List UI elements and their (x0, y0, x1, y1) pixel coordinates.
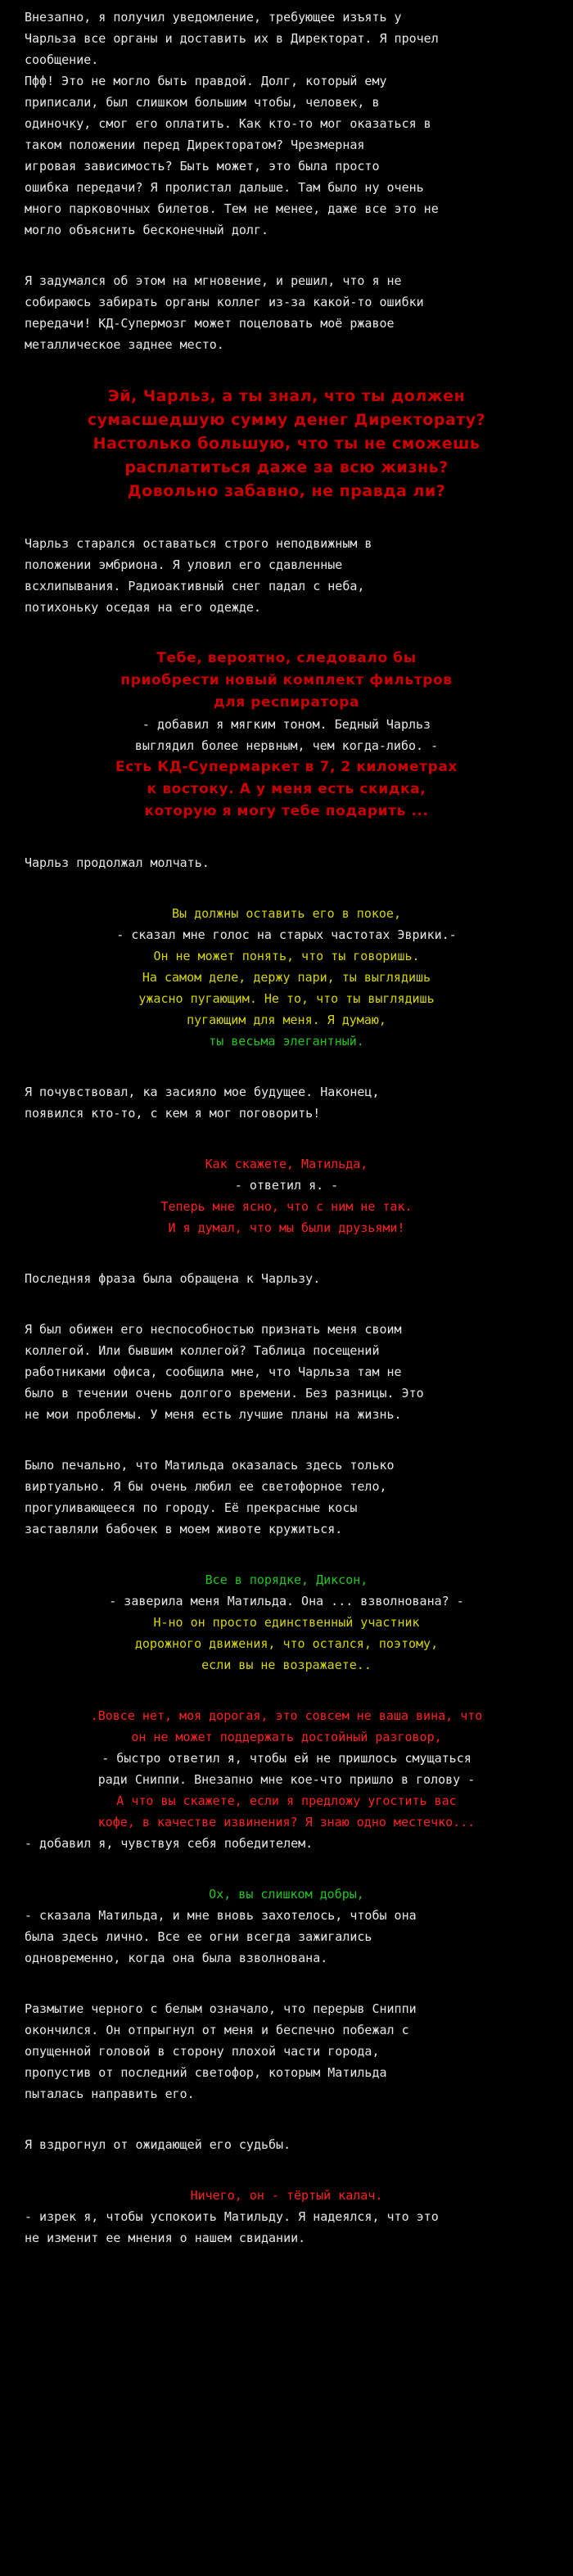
text-line: могло объяснить бесконечный долг. (25, 223, 269, 237)
dialog-line: И я думал, что мы были друзьями! (168, 1220, 405, 1235)
shout-line: приобрести новый комплект фильтров (120, 672, 453, 688)
text-line: металлическое заднее место. (25, 337, 224, 352)
text-line: появился кто-то, с кем я мог поговорить! (25, 1106, 321, 1121)
narration-line: - добавил я мягким тоном. Бедный Чарльз (142, 717, 431, 732)
text-line: Я почувствовал, ка засияло мое будущее. Наконец, (25, 1085, 380, 1099)
narration-line: - добавил я, чувствуя себя победителем. (25, 1836, 314, 1851)
text-line: заставляли бабочек в моем животе кружиться. (25, 1522, 343, 1536)
dialog-block-2 (25, 1153, 548, 1238)
text-line: Чарльз продолжал молчать. (25, 855, 210, 870)
shout-line: к востоку. А у меня есть скидка, (147, 781, 426, 797)
shout-line: расплатиться даже за всю жизнь? (124, 458, 449, 476)
text-line: пыталась направить его. (25, 2087, 195, 2101)
text-line: одновременно, когда она была взволнована. (25, 1951, 328, 1965)
dialog-line: Теперь мне ясно, что с ним не так. (160, 1199, 413, 1214)
dialog-line: Ничего, он - тёртый калач. (190, 2188, 383, 2203)
dialog-line: Все в порядке, Диксон, (205, 1572, 368, 1587)
text-line: не изменит ее мнения о нашем свидании. (25, 2231, 306, 2245)
text-line: сообщение. (25, 52, 99, 67)
paragraph-8 (25, 1455, 548, 1540)
dialog-line: А что вы скажете, если я предложу угостить вас (116, 1793, 457, 1808)
paragraph-3 (25, 533, 548, 618)
text-line: опущенной головой в сторону плохой части города, (25, 2044, 380, 2059)
text-line: окончился. Он отпрыгнул от меня и беспечно побежал с (25, 2023, 409, 2037)
text-line: прогуливающееся по городу. Её прекрасные косы (25, 1500, 358, 1515)
story-page (25, 0, 548, 2249)
dialog-line: если вы не возражаете.. (201, 1658, 372, 1672)
text-line: коллегой. Или бывшим коллегой? Таблица посещений (25, 1343, 380, 1358)
shout-line: для респиратора (213, 694, 360, 711)
text-line: Было печально, что Матильда оказалась здесь только (25, 1458, 395, 1473)
text-line: положении эмбриона. Я уловил его сдавленные (25, 557, 343, 572)
shout-line: Тебе, вероятно, следовало бы (156, 650, 417, 666)
narration-line: - сказал мне голос на старых частотах Эврики.- (116, 927, 457, 942)
shout-line: сумасшедшую сумму денег Директорату? (87, 411, 486, 429)
dialog-line: Вы должны оставить его в покое, (172, 906, 401, 921)
text-line: приписали, был слишком большим чтобы, человек, в (25, 95, 380, 110)
text-line: Последняя фраза была обращена к Чарльзу. (25, 1271, 321, 1286)
dialog-line: На самом деле, держу пари, ты выглядишь (142, 970, 431, 985)
dialog-block-1 (25, 903, 548, 1052)
narration-line: - ответил я. - (234, 1178, 339, 1193)
text-line: Размытие черного с белым означало, что перерыв Сниппи (25, 2001, 417, 2016)
dialog-block-4 (25, 1705, 548, 1854)
text-line: Я был обижен его неспособностью признать меня своим (25, 1322, 402, 1337)
text-line: не мои проблемы. У меня есть лучшие планы на жизнь. (25, 1407, 402, 1422)
narration-line: ради Сниппи. Внезапно мне кое-что пришло в голову - (97, 1772, 476, 1787)
text-line: виртуально. Я бы очень любил ее светофорное тело, (25, 1479, 387, 1494)
shout-line: Эй, Чарльз, а ты знал, что ты должен (107, 387, 466, 405)
dialog-line: .Вовсе нет, моя дорогая, это совсем не ваша вина, что (90, 1708, 483, 1723)
dialog-block-3 (25, 1569, 548, 1676)
dialog-line: дорожного движения, что остался, поэтому, (134, 1636, 439, 1651)
text-line: работниками офиса, сообщила мне, что Чарльза там не (25, 1365, 402, 1379)
dialog-line: кофе, в качестве извинения? Я знаю одно местечко... (97, 1815, 476, 1829)
text-line: пропустив от последний светофор, которым Матильда (25, 2065, 387, 2080)
text-line: - изрек я, чтобы успокоить Матильду. Я надеялся, что это (25, 2209, 439, 2224)
dialog-line: ты весьма элегантный. (209, 1034, 364, 1049)
text-line: всхлипывания. Радиоактивный снег падал с неба, (25, 579, 365, 593)
paragraph-5 (25, 1081, 548, 1124)
text-line: передачи! КД-Супермозг может поцеловать моё ржавое (25, 316, 395, 331)
paragraph-2 (25, 270, 548, 355)
text-line: - сказала Матильда, и мне вновь захотелось, чтобы она (25, 1908, 417, 1923)
text-line: таком положении перед Директоратом? Чрезмерная (25, 138, 365, 152)
shout-block-1 (25, 385, 548, 503)
text-line: ошибка передачи? Я пролистал дальше. Там было ну очень (25, 180, 424, 195)
dialog-line: Н-но он просто единственный участник (153, 1615, 420, 1630)
text-line: много парковочных билетов. Тем не менее, даже все это не (25, 201, 439, 216)
narration-line: - быстро ответил я, чтобы ей не пришлось смущаться (102, 1751, 471, 1766)
shout-line: которую я могу тебе подарить ... (144, 803, 429, 819)
narration-line: выглядил более нервным, чем когда-либо. - (134, 738, 439, 753)
text-line: Чарльз старался оставаться строго неподвижным в (25, 536, 372, 551)
text-line: Внезапно, я получил уведомление, требующее изъять у (25, 10, 402, 25)
dialog-line: он не может поддержать достойный разговор, (131, 1730, 442, 1744)
shout-block-2 (25, 647, 548, 823)
shout-line: Есть КД-Супермаркет в 7, 2 километрах (115, 759, 458, 775)
text-line: Я задумался об этом на мгновение, и решил, что я не (25, 273, 402, 288)
text-line: Чарльза все органы и доставить их в Директорат. Я прочел (25, 31, 439, 46)
shout-line: Настолько большую, что ты не сможешь (92, 435, 481, 453)
dialog-line: Как скажете, Матильда, (205, 1157, 368, 1171)
paragraph-1 (25, 7, 548, 241)
text-line: одиночку, смог его оплатить. Как кто-то мог оказаться в (25, 116, 431, 131)
narration-line: - заверила меня Матильда. Она ... взволнована? - (109, 1594, 464, 1608)
text-line: потихоньку оседая на его одежде. (25, 600, 261, 615)
paragraph-12 (25, 2185, 548, 2249)
paragraph-11 (25, 2134, 548, 2155)
dialog-line: Ох, вы слишком добры, (209, 1887, 364, 1902)
paragraph-7 (25, 1319, 548, 1425)
text-line: была здесь лично. Все ее огни всегда зажигались (25, 1929, 372, 1944)
shout-line: Довольно забавно, не правда ли? (127, 482, 446, 500)
paragraph-9 (25, 1884, 548, 1969)
text-line: Я вздрогнул от ожидающей его судьбы. (25, 2137, 291, 2152)
text-line: собираюсь забирать органы коллег из-за какой-то ошибки (25, 295, 424, 309)
dialog-line: ужасно пугающим. Не то, что ты выглядишь (138, 991, 435, 1006)
dialog-line: Он не может понять, что ты говоришь. (153, 949, 420, 963)
paragraph-4 (25, 852, 548, 873)
paragraph-10 (25, 1998, 548, 2105)
text-line: игровая зависимость? Быть может, это была просто (25, 159, 380, 174)
paragraph-6 (25, 1268, 548, 1289)
text-line: было в течении очень долгого времени. Без разницы. Это (25, 1386, 424, 1401)
text-line: Пфф! Это не могло быть правдой. Долг, который ему (25, 74, 387, 88)
dialog-line: пугающим для меня. Я думаю, (187, 1013, 386, 1027)
